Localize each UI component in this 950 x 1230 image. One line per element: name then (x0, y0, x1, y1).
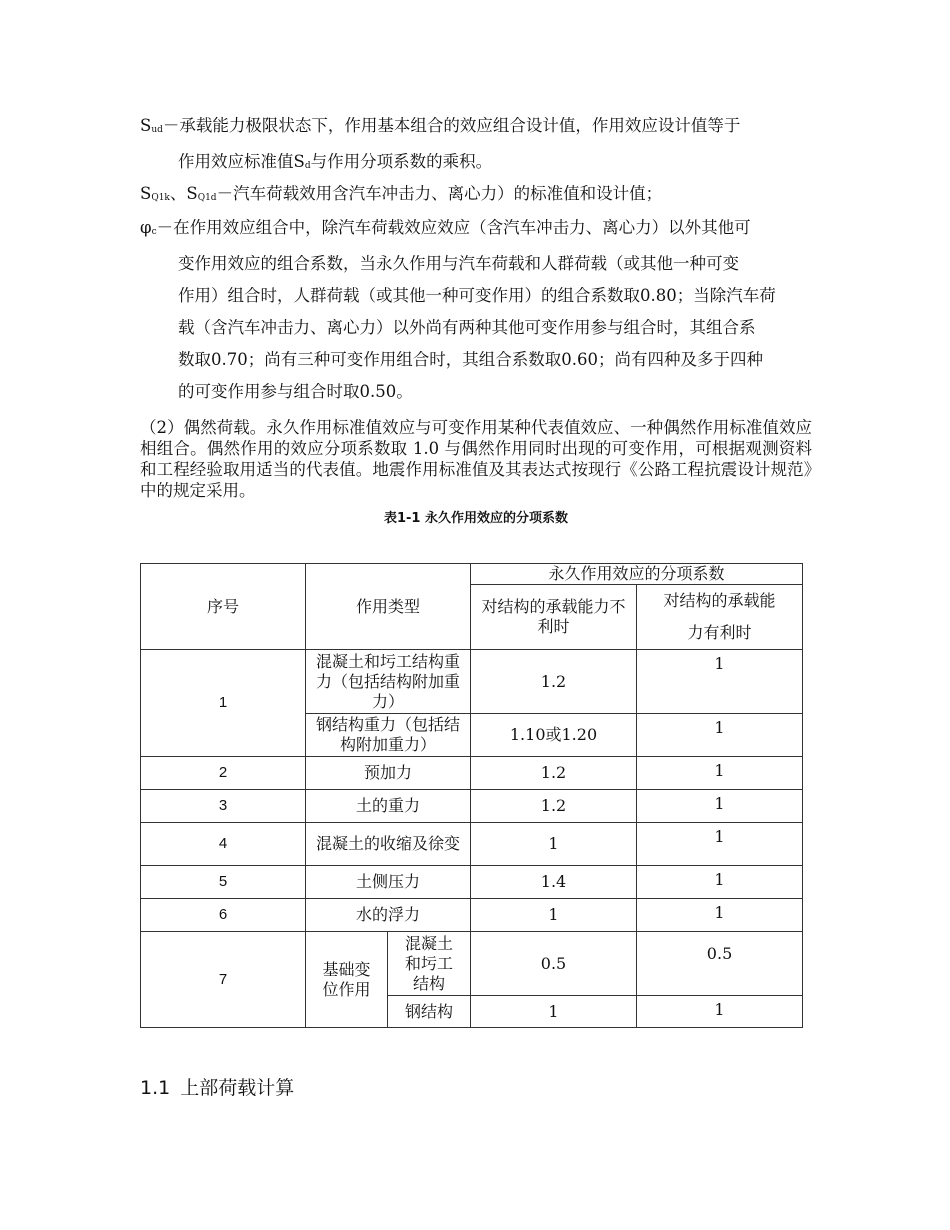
table-row (141, 650, 803, 714)
row-unfavorable: 0.5 (471, 932, 637, 996)
row-unfavorable: 1.2 (471, 650, 637, 714)
row-type: 水的浮力 (306, 899, 471, 932)
definition-line: 的可变作用参与组合时取0.50。 (178, 382, 413, 401)
header-type: 作用类型 (306, 564, 471, 650)
definition-line: φc－在作用效应组合中，除汽车荷载效应效应（含汽车冲击力、离心力）以外其他可 (140, 218, 751, 237)
row-unfavorable: 1.2 (471, 790, 637, 823)
row-unfavorable: 1.10或1.20 (471, 714, 637, 757)
row-unfavorable: 1 (471, 823, 637, 866)
definition-line: 作用效应标准值Sd与作用分项系数的乘积。 (178, 152, 493, 171)
section-title: 上部荷载计算 (180, 1077, 295, 1099)
row-favorable: 1 (637, 757, 803, 790)
table-row (141, 932, 803, 996)
row-type: 混凝土和圬工结构 (388, 932, 471, 996)
header-favorable: 对结构的承载能 力有利时 (637, 585, 803, 650)
row-index: 1 (141, 650, 306, 757)
row-unfavorable: 1 (471, 996, 637, 1028)
definition-line: 作用）组合时，人群荷载（或其他一种可变作用）的组合系数取0.80；当除汽车荷 (178, 286, 776, 305)
row-group: 基础变位作用 (306, 932, 388, 1028)
row-favorable: 1 (637, 899, 803, 932)
partial-factor-table (140, 563, 803, 1028)
row-favorable: 1 (637, 996, 803, 1028)
header-unfavorable: 对结构的承载能力不利时 (471, 585, 637, 650)
table-row (141, 823, 803, 866)
section-heading (140, 1073, 294, 1100)
row-index: 2 (141, 757, 306, 790)
row-index: 7 (141, 932, 306, 1028)
definition-phi-c (140, 212, 812, 408)
row-type: 混凝土和圬工结构重力（包括结构附加重力） (306, 650, 471, 714)
row-unfavorable: 1.2 (471, 757, 637, 790)
definition-line: Sud－承载能力极限状态下，作用基本组合的效应组合设计值，作用效应设计值等于 (140, 116, 741, 135)
header-index: 序号 (141, 564, 306, 650)
definition-line: 变作用效应的组合系数，当永久作用与汽车荷载和人群荷载（或其他一种可变 (178, 254, 739, 273)
definition-line: SQ1k、SQ1d－汽车荷载效用含汽车冲击力、离心力）的标准值和设计值； (140, 184, 663, 203)
section-number: 1.1 (140, 1077, 171, 1099)
row-type: 土侧压力 (306, 866, 471, 899)
row-favorable: 1 (637, 790, 803, 823)
row-type: 混凝土的收缩及徐变 (306, 823, 471, 866)
row-unfavorable: 1 (471, 899, 637, 932)
definition-s-q1 (140, 178, 812, 214)
table-row (141, 899, 803, 932)
row-index: 5 (141, 866, 306, 899)
row-index: 6 (141, 899, 306, 932)
definition-s-ud (140, 110, 812, 182)
row-favorable: 1 (637, 866, 803, 899)
header-group: 永久作用效应的分项系数 (471, 564, 803, 585)
row-type: 预加力 (306, 757, 471, 790)
row-favorable: 0.5 (637, 932, 803, 996)
row-type: 土的重力 (306, 790, 471, 823)
table-caption: 表1-1 永久作用效应的分项系数 (383, 511, 568, 526)
row-favorable: 1 (637, 650, 803, 714)
table-header-row (141, 564, 803, 585)
table-row (141, 866, 803, 899)
row-favorable: 1 (637, 714, 803, 757)
row-favorable: 1 (637, 823, 803, 866)
row-type: 钢结构 (388, 996, 471, 1028)
definition-line: 载（含汽车冲击力、离心力）以外尚有两种其他可变作用参与组合时，其组合系 (178, 318, 756, 337)
row-index: 4 (141, 823, 306, 866)
table-row (141, 757, 803, 790)
accidental-load-paragraph: （2）偶然荷载。永久作用标准值效应与可变作用某种代表值效应、一种偶然作用标准值效应相组合。偶然作用的效应分项系数取 1.0 与偶然作用同时出现的可变作用，可根据观测资料和工程经验取用适当的代表值。地震作用标准值及其表达式按现行《公路工程抗震设计规范》中的规定采用。 (140, 418, 812, 500)
row-type: 钢结构重力（包括结构附加重力） (306, 714, 471, 757)
table-row (141, 790, 803, 823)
row-unfavorable: 1.4 (471, 866, 637, 899)
row-index: 3 (141, 790, 306, 823)
definition-line: 数取0.70；尚有三种可变作用组合时，其组合系数取0.60；尚有四种及多于四种 (178, 350, 763, 369)
